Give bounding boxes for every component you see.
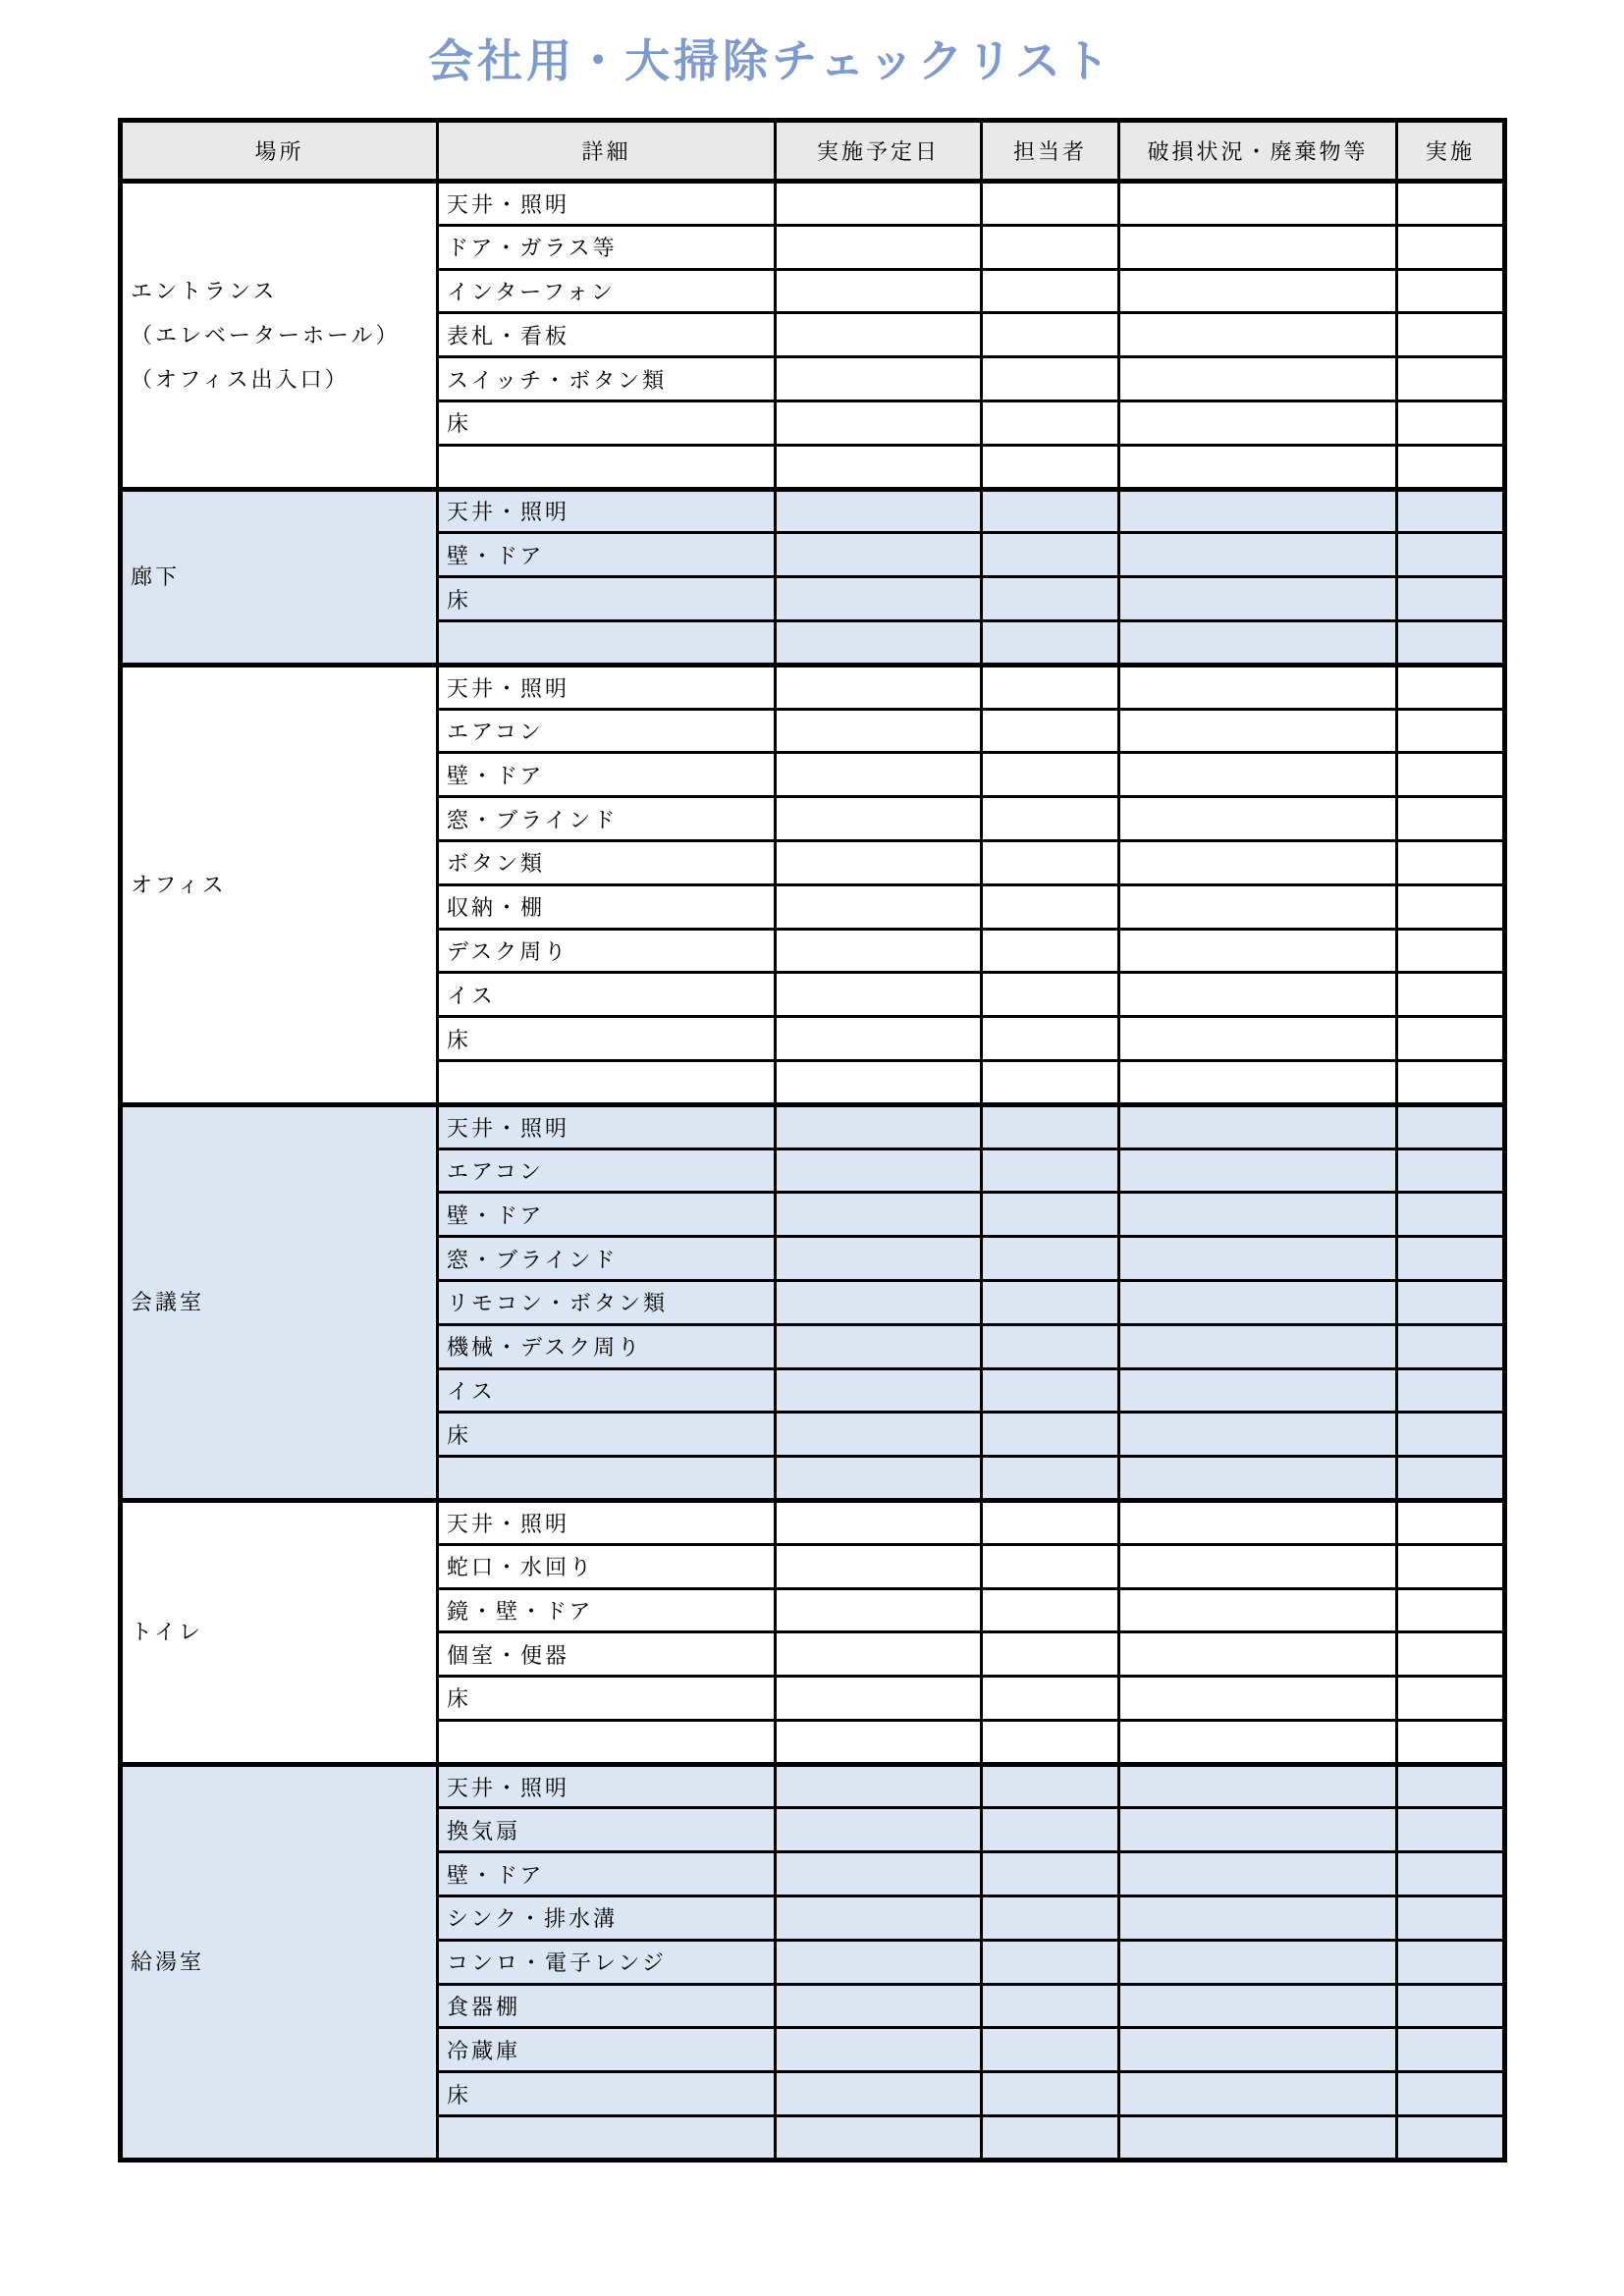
schedule-cell	[776, 1280, 982, 1324]
table-row	[121, 1764, 1505, 1808]
assignee-cell	[982, 1193, 1119, 1237]
schedule-cell	[776, 1104, 982, 1148]
schedule-cell	[776, 2072, 982, 2116]
done-cell	[1397, 1017, 1505, 1061]
assignee-cell	[982, 182, 1119, 226]
schedule-cell	[776, 840, 982, 884]
detail-cell	[438, 1060, 776, 1104]
detail-cell: 食器棚	[438, 1984, 776, 2028]
location-line: エントランス	[131, 278, 278, 303]
damage-cell	[1119, 1808, 1397, 1852]
detail-cell: 天井・照明	[438, 1104, 776, 1148]
table-row	[121, 182, 1505, 226]
assignee-cell	[982, 797, 1119, 841]
location-cell	[121, 1104, 438, 1500]
schedule-cell	[776, 929, 982, 973]
done-cell	[1397, 1368, 1505, 1413]
schedule-cell	[776, 225, 982, 269]
location-cell	[121, 665, 438, 1104]
header-row	[121, 121, 1505, 182]
assignee-cell	[982, 1060, 1119, 1104]
assignee-cell	[982, 1324, 1119, 1368]
damage-cell	[1119, 929, 1397, 973]
done-cell	[1397, 1148, 1505, 1193]
schedule-cell	[776, 884, 982, 929]
done-cell	[1397, 445, 1505, 489]
done-cell	[1397, 709, 1505, 753]
done-cell	[1397, 665, 1505, 709]
done-cell	[1397, 400, 1505, 445]
assignee-cell	[982, 1148, 1119, 1193]
detail-cell	[438, 620, 776, 665]
assignee-cell	[982, 489, 1119, 533]
damage-cell	[1119, 884, 1397, 929]
detail-cell: デスク周り	[438, 929, 776, 973]
detail-cell: 床	[438, 577, 776, 621]
done-cell	[1397, 1808, 1505, 1852]
schedule-cell	[776, 1808, 982, 1852]
assignee-cell	[982, 884, 1119, 929]
assignee-cell	[982, 1544, 1119, 1588]
damage-cell	[1119, 1632, 1397, 1677]
detail-cell: 天井・照明	[438, 182, 776, 226]
done-cell	[1397, 1588, 1505, 1632]
assignee-cell	[982, 1764, 1119, 1808]
done-cell	[1397, 1984, 1505, 2028]
schedule-cell	[776, 1984, 982, 2028]
detail-cell: 窓・ブラインド	[438, 797, 776, 841]
done-cell	[1397, 1280, 1505, 1324]
schedule-cell	[776, 1237, 982, 1281]
damage-cell	[1119, 1764, 1397, 1808]
schedule-cell	[776, 753, 982, 797]
damage-cell	[1119, 840, 1397, 884]
damage-cell	[1119, 709, 1397, 753]
assignee-cell	[982, 929, 1119, 973]
done-cell	[1397, 2116, 1505, 2161]
done-cell	[1397, 1104, 1505, 1148]
damage-cell	[1119, 400, 1397, 445]
damage-cell	[1119, 1896, 1397, 1941]
schedule-cell	[776, 1148, 982, 1193]
location-cell	[121, 489, 438, 665]
schedule-cell	[776, 1193, 982, 1237]
location-line: 会議室	[131, 1290, 205, 1315]
schedule-cell	[776, 400, 982, 445]
detail-cell	[438, 1457, 776, 1501]
detail-cell	[438, 1720, 776, 1764]
done-cell	[1397, 533, 1505, 577]
detail-cell: 床	[438, 1677, 776, 1721]
done-cell	[1397, 1413, 1505, 1457]
detail-cell	[438, 445, 776, 489]
column-header-location: 場所	[121, 121, 438, 182]
damage-cell	[1119, 2028, 1397, 2072]
detail-cell: 鏡・壁・ドア	[438, 1588, 776, 1632]
damage-cell	[1119, 489, 1397, 533]
assignee-cell	[982, 620, 1119, 665]
schedule-cell	[776, 620, 982, 665]
detail-cell: 床	[438, 2072, 776, 2116]
column-header-damage-waste: 破損状況・廃棄物等	[1119, 121, 1397, 182]
done-cell	[1397, 1193, 1505, 1237]
location-cell	[121, 1764, 438, 2160]
assignee-cell	[982, 1720, 1119, 1764]
detail-cell: シンク・排水溝	[438, 1896, 776, 1941]
detail-cell: 表札・看板	[438, 313, 776, 357]
assignee-cell	[982, 1457, 1119, 1501]
schedule-cell	[776, 1764, 982, 1808]
detail-cell: スイッチ・ボタン類	[438, 357, 776, 401]
detail-cell: 収納・棚	[438, 884, 776, 929]
damage-cell	[1119, 533, 1397, 577]
schedule-cell	[776, 1457, 982, 1501]
damage-cell	[1119, 1193, 1397, 1237]
table-row	[121, 489, 1505, 533]
detail-cell: 個室・便器	[438, 1632, 776, 1677]
detail-cell: 窓・ブラインド	[438, 1237, 776, 1281]
done-cell	[1397, 182, 1505, 226]
damage-cell	[1119, 1280, 1397, 1324]
schedule-cell	[776, 445, 982, 489]
damage-cell	[1119, 313, 1397, 357]
damage-cell	[1119, 1457, 1397, 1501]
done-cell	[1397, 225, 1505, 269]
damage-cell	[1119, 1720, 1397, 1764]
detail-cell: 壁・ドア	[438, 1852, 776, 1896]
damage-cell	[1119, 1588, 1397, 1632]
detail-cell: 機械・デスク周り	[438, 1324, 776, 1368]
damage-cell	[1119, 753, 1397, 797]
schedule-cell	[776, 1324, 982, 1368]
table-row	[121, 1500, 1505, 1544]
column-header-scheduled-date: 実施予定日	[776, 121, 982, 182]
schedule-cell	[776, 357, 982, 401]
column-header-done: 実施	[1397, 121, 1505, 182]
location-line: （オフィス出入口）	[131, 366, 350, 392]
schedule-cell	[776, 1677, 982, 1721]
detail-cell	[438, 2116, 776, 2161]
schedule-cell	[776, 1060, 982, 1104]
detail-cell: 床	[438, 400, 776, 445]
assignee-cell	[982, 357, 1119, 401]
schedule-cell	[776, 1588, 982, 1632]
schedule-cell	[776, 1368, 982, 1413]
assignee-cell	[982, 2028, 1119, 2072]
detail-cell: 壁・ドア	[438, 533, 776, 577]
damage-cell	[1119, 1104, 1397, 1148]
damage-cell	[1119, 1413, 1397, 1457]
schedule-cell	[776, 1896, 982, 1941]
schedule-cell	[776, 489, 982, 533]
damage-cell	[1119, 2072, 1397, 2116]
schedule-cell	[776, 182, 982, 226]
done-cell	[1397, 1896, 1505, 1941]
detail-cell: 冷蔵庫	[438, 2028, 776, 2072]
damage-cell	[1119, 1368, 1397, 1413]
schedule-cell	[776, 2116, 982, 2161]
schedule-cell	[776, 1940, 982, 1984]
location-line: 廊下	[131, 564, 181, 590]
assignee-cell	[982, 1852, 1119, 1896]
done-cell	[1397, 1060, 1505, 1104]
assignee-cell	[982, 665, 1119, 709]
assignee-cell	[982, 1808, 1119, 1852]
schedule-cell	[776, 533, 982, 577]
done-cell	[1397, 2028, 1505, 2072]
damage-cell	[1119, 225, 1397, 269]
damage-cell	[1119, 665, 1397, 709]
damage-cell	[1119, 1060, 1397, 1104]
done-cell	[1397, 577, 1505, 621]
done-cell	[1397, 1940, 1505, 1984]
assignee-cell	[982, 1280, 1119, 1324]
done-cell	[1397, 884, 1505, 929]
assignee-cell	[982, 1413, 1119, 1457]
damage-cell	[1119, 1500, 1397, 1544]
detail-cell: 壁・ドア	[438, 753, 776, 797]
detail-cell: ドア・ガラス等	[438, 225, 776, 269]
assignee-cell	[982, 2072, 1119, 2116]
assignee-cell	[982, 1237, 1119, 1281]
location-line: オフィス	[131, 872, 227, 897]
detail-cell: イス	[438, 973, 776, 1017]
location-cell	[121, 1500, 438, 1764]
detail-cell: エアコン	[438, 1148, 776, 1193]
detail-cell: コンロ・電子レンジ	[438, 1940, 776, 1984]
column-header-person-in-charge: 担当者	[982, 121, 1119, 182]
damage-cell	[1119, 182, 1397, 226]
damage-cell	[1119, 2116, 1397, 2161]
assignee-cell	[982, 1632, 1119, 1677]
schedule-cell	[776, 2028, 982, 2072]
assignee-cell	[982, 753, 1119, 797]
damage-cell	[1119, 1148, 1397, 1193]
schedule-cell	[776, 1544, 982, 1588]
page-title: 会社用・大掃除チェックリスト	[428, 35, 1113, 86]
detail-cell: 天井・照明	[438, 1500, 776, 1544]
damage-cell	[1119, 577, 1397, 621]
detail-cell: 壁・ドア	[438, 1193, 776, 1237]
detail-cell: 蛇口・水回り	[438, 1544, 776, 1588]
damage-cell	[1119, 973, 1397, 1017]
done-cell	[1397, 1852, 1505, 1896]
done-cell	[1397, 929, 1505, 973]
done-cell	[1397, 1764, 1505, 1808]
location-line: （エレベーターホール）	[131, 322, 401, 347]
assignee-cell	[982, 1896, 1119, 1941]
damage-cell	[1119, 1324, 1397, 1368]
damage-cell	[1119, 269, 1397, 313]
done-cell	[1397, 2072, 1505, 2116]
assignee-cell	[982, 577, 1119, 621]
assignee-cell	[982, 1677, 1119, 1721]
checklist-table	[118, 118, 1507, 2163]
damage-cell	[1119, 797, 1397, 841]
done-cell	[1397, 1544, 1505, 1588]
done-cell	[1397, 1677, 1505, 1721]
damage-cell	[1119, 1852, 1397, 1896]
damage-cell	[1119, 1017, 1397, 1061]
column-header-detail: 詳細	[438, 121, 776, 182]
assignee-cell	[982, 1017, 1119, 1061]
assignee-cell	[982, 1104, 1119, 1148]
damage-cell	[1119, 620, 1397, 665]
schedule-cell	[776, 1017, 982, 1061]
done-cell	[1397, 840, 1505, 884]
damage-cell	[1119, 357, 1397, 401]
done-cell	[1397, 357, 1505, 401]
detail-cell: 換気扇	[438, 1808, 776, 1852]
damage-cell	[1119, 445, 1397, 489]
location-line: 給湯室	[131, 1949, 205, 1975]
done-cell	[1397, 973, 1505, 1017]
damage-cell	[1119, 1940, 1397, 1984]
schedule-cell	[776, 1632, 982, 1677]
schedule-cell	[776, 1852, 982, 1896]
schedule-cell	[776, 1720, 982, 1764]
schedule-cell	[776, 665, 982, 709]
done-cell	[1397, 313, 1505, 357]
done-cell	[1397, 1457, 1505, 1501]
assignee-cell	[982, 1984, 1119, 2028]
assignee-cell	[982, 973, 1119, 1017]
assignee-cell	[982, 533, 1119, 577]
done-cell	[1397, 1632, 1505, 1677]
table-row	[121, 1104, 1505, 1148]
done-cell	[1397, 797, 1505, 841]
detail-cell: 床	[438, 1017, 776, 1061]
damage-cell	[1119, 1544, 1397, 1588]
detail-cell: ボタン類	[438, 840, 776, 884]
schedule-cell	[776, 1500, 982, 1544]
schedule-cell	[776, 577, 982, 621]
assignee-cell	[982, 1588, 1119, 1632]
table-row	[121, 665, 1505, 709]
detail-cell: インターフォン	[438, 269, 776, 313]
schedule-cell	[776, 313, 982, 357]
done-cell	[1397, 1500, 1505, 1544]
done-cell	[1397, 1324, 1505, 1368]
damage-cell	[1119, 1237, 1397, 1281]
done-cell	[1397, 620, 1505, 665]
schedule-cell	[776, 797, 982, 841]
detail-cell: 天井・照明	[438, 489, 776, 533]
damage-cell	[1119, 1677, 1397, 1721]
schedule-cell	[776, 709, 982, 753]
detail-cell: リモコン・ボタン類	[438, 1280, 776, 1324]
assignee-cell	[982, 269, 1119, 313]
done-cell	[1397, 489, 1505, 533]
assignee-cell	[982, 2116, 1119, 2161]
assignee-cell	[982, 1500, 1119, 1544]
detail-cell: 床	[438, 1413, 776, 1457]
detail-cell: エアコン	[438, 709, 776, 753]
done-cell	[1397, 1720, 1505, 1764]
detail-cell: イス	[438, 1368, 776, 1413]
assignee-cell	[982, 445, 1119, 489]
done-cell	[1397, 753, 1505, 797]
assignee-cell	[982, 709, 1119, 753]
location-line: トイレ	[131, 1620, 203, 1645]
assignee-cell	[982, 1368, 1119, 1413]
detail-cell: 天井・照明	[438, 665, 776, 709]
schedule-cell	[776, 973, 982, 1017]
assignee-cell	[982, 313, 1119, 357]
assignee-cell	[982, 400, 1119, 445]
schedule-cell	[776, 1413, 982, 1457]
assignee-cell	[982, 1940, 1119, 1984]
location-cell	[121, 182, 438, 490]
done-cell	[1397, 269, 1505, 313]
detail-cell: 天井・照明	[438, 1764, 776, 1808]
damage-cell	[1119, 1984, 1397, 2028]
assignee-cell	[982, 840, 1119, 884]
done-cell	[1397, 1237, 1505, 1281]
assignee-cell	[982, 225, 1119, 269]
schedule-cell	[776, 269, 982, 313]
